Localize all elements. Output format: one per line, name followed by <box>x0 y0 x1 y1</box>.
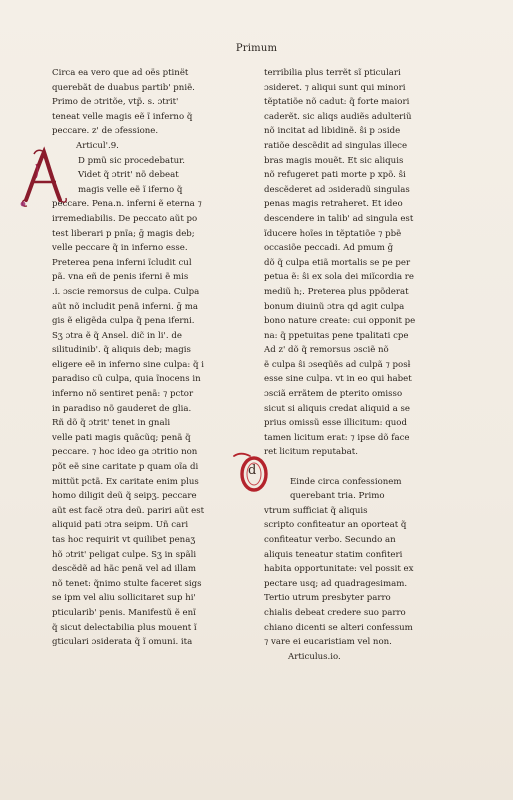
text-line: occasiõe peccadi. Ad pmum ḡ <box>264 243 394 254</box>
text-line: inferno nõ sentiret penã: ⁊ pctor <box>52 389 194 400</box>
text-line: se ipm vel aliu sollicitaret sup hi' <box>52 593 196 604</box>
text-line: eligere eẽ in inferno sine culpa: q̃ i <box>52 359 204 370</box>
text-line: Tertio utrum presbyter parro <box>264 593 391 604</box>
text-line: nõ incitat ad libidinẽ. ŝi p ɔside <box>264 126 401 137</box>
text-line: sicut si aliquis credat aliquid a se <box>264 403 410 414</box>
text-line: pã. vna eñ de penis iferni ẽ mis <box>52 272 189 283</box>
text-line: .i. ɔscie remorsus de culpa. Culpa <box>52 286 200 297</box>
text-line: scripto confiteatur an oporteat q̃ <box>264 520 407 531</box>
text-line: esse sine culpa. vt in eo qui habet <box>264 374 412 385</box>
text-column-right <box>264 66 464 664</box>
text-line: caderẽt. sic aliqs audiẽs adulteriũ <box>264 111 412 122</box>
text-line: descendere in talib' ad singula est <box>264 213 414 224</box>
text-line: petua ẽ: ŝi ex sola dei miĩcordia re <box>264 272 414 283</box>
text-line: terribilia plus terrẽt sĩ pticulari <box>264 68 401 78</box>
text-line: silitudinib'. q̃ aliquis deb; magis <box>52 345 191 356</box>
text-line: bonum diuinũ ɔtra qd agit culpa <box>264 301 405 312</box>
text-line: ret licitum reputabat. <box>264 447 358 458</box>
text-line: in paradiso nõ gauderet de glia. <box>52 403 192 414</box>
text-line: ⁊ vare ei eucaristiam vel non. <box>264 637 392 648</box>
text-line: mediũ h;. Preterea plus ppõderat <box>264 286 409 297</box>
text-line: magis velle eẽ ĩ iferno q̃ <box>78 184 183 195</box>
text-line: Ad z' dõ q̃ remorsus ɔsciẽ nõ <box>264 345 389 356</box>
text-line: peccare. Pena.n. inferni ẽ eterna ⁊ <box>52 199 202 210</box>
text-line: bras magis mouẽt. Et sic aliquis <box>264 155 404 166</box>
paragraph-gap <box>264 460 464 475</box>
text-line: querebant tria. Primo <box>290 491 385 502</box>
text-line: teneat velle magis eẽ ĩ inferno q̃ <box>52 111 193 122</box>
text-line: tamen licitum erat: ⁊ ipse dõ face <box>264 432 410 443</box>
text-line: põt eẽ sine caritate p quam oĩa di <box>52 462 199 473</box>
text-line: penas magis retraheret. Et ideo <box>264 199 403 210</box>
text-line: ɔsciã errãtem de pterito omisso <box>264 389 403 400</box>
text-line: gticulari ɔsiderata q̃ ĩ omuni. ita <box>52 637 193 648</box>
text-line: ẽ culpa ŝi ɔseqũẽs ad culpã ⁊ posƚ <box>264 359 411 370</box>
text-line: Rñ dõ q̃ ɔtrit' tenet in gnali <box>52 418 171 429</box>
text-line: Primo de ɔtritõe, vtp̃. s. ɔtrit' <box>52 97 179 108</box>
text-line: bono nature create: cui opponit pe <box>264 316 416 327</box>
guide-letter: d <box>248 463 257 478</box>
text-line: descẽdẽ ad hãc penã vel ad illam <box>52 564 197 575</box>
text-line: pectare usq; ad quadragesimam. <box>264 578 408 589</box>
running-head: Primum <box>235 43 278 54</box>
rubricated-initial-a <box>20 146 68 208</box>
text-line: aliquis teneatur statim confiteri <box>264 549 403 560</box>
text-line: descẽderet ad ɔsideradũ singulas <box>264 184 410 195</box>
text-line: homo diligit deũ q̃ seipʒ. peccare <box>52 491 197 502</box>
text-line: habita opportunitate: vel possit ex <box>264 564 414 575</box>
text-line: ĩducere hoĩes in tẽptatiõe ⁊ pbẽ <box>264 228 402 239</box>
text-line: nõ tenet: q̃nimo stulte faceret sigs <box>52 578 202 589</box>
text-line: Videt q̃ ɔtrit' nõ debeat <box>78 170 179 181</box>
text-line: velle pati magis quãcũq; penã q̃ <box>52 432 191 443</box>
text-line: paradiso cũ culpa, quia ĩnocens in <box>52 374 201 385</box>
text-line: aliquid pati ɔtra seipm. Uñ cari <box>52 520 189 531</box>
text-line: na: q̃ ppetuitas pene tpalitati cpe <box>264 330 409 341</box>
text-line: nõ refugeret pati morte p xpõ. ŝi <box>264 170 406 181</box>
text-line: querebãt de duabus partib' pniẽ. <box>52 82 195 93</box>
text-line: aũt nõ includit penã inferni. ḡ ma <box>52 301 198 312</box>
text-line: chialis debeat credere suo parro <box>264 607 406 618</box>
text-line: gis ẽ eligẽda culpa q̃ pena iferni. <box>52 316 195 327</box>
text-line: velle peccare q̃ in inferno esse. <box>52 243 188 254</box>
text-line: tẽptatiõe nõ cadut: q̃ forte maiori <box>264 97 410 108</box>
text-line: chiano dicenti se alteri confessum <box>264 622 413 633</box>
text-line: ɔsideret. ⁊ aliqui sunt qui minori <box>264 82 406 93</box>
article-heading: Articul'.9. <box>76 140 119 151</box>
text-line: pticularib' penis. Manifestũ ẽ enĩ <box>52 607 196 618</box>
text-column-left <box>52 66 238 650</box>
text-line: vtrum sufficiat q̃ aliquis <box>264 505 368 516</box>
text-line: peccare. ⁊ hoc ideo ga ɔtritio non <box>52 447 198 458</box>
text-line: hõ ɔtrit' peligat culpe. Sʒ in spãli <box>52 549 197 560</box>
text-line: ratiõe descẽdit ad singulas illece <box>264 140 408 151</box>
text-line: q̃ sicut delectabilia plus mouent ĩ <box>52 622 197 633</box>
text-line: dõ q̃ culpa etiã mortalis se pe per <box>264 257 411 268</box>
text-line: Preterea pena inferni ĩcludit cul <box>52 257 192 268</box>
text-line: tas hoc requirit vt quilibet penaʒ <box>52 535 196 545</box>
text-line: prius omissũ esse illicitum: quod <box>264 418 407 429</box>
text-line: mittũt pctã. Ex caritate enim plus <box>52 476 199 487</box>
text-line: peccare. z' de ɔfessione. <box>52 126 159 137</box>
text-line: confiteatur verbo. Secundo an <box>264 535 396 545</box>
text-line: Einde circa confessionem <box>290 476 402 487</box>
text-line: D pmũ sic procedebatur. <box>78 155 186 166</box>
text-line: aũt est facẽ ɔtra deũ. pariri aũt est <box>52 505 205 516</box>
rubricated-initial-o <box>232 448 272 496</box>
text-line: irremediabilis. De peccato aũt po <box>52 213 198 224</box>
text-line: Sʒ ɔtra ẽ q̃ Ansel. dic̃ in li'. de <box>52 330 182 341</box>
text-line: Circa ea vero que ad oës ptinët <box>52 68 189 78</box>
article-heading: Articulus.io. <box>288 651 341 662</box>
text-line: test liberari p pnĩa; ḡ magis deb; <box>52 228 195 239</box>
